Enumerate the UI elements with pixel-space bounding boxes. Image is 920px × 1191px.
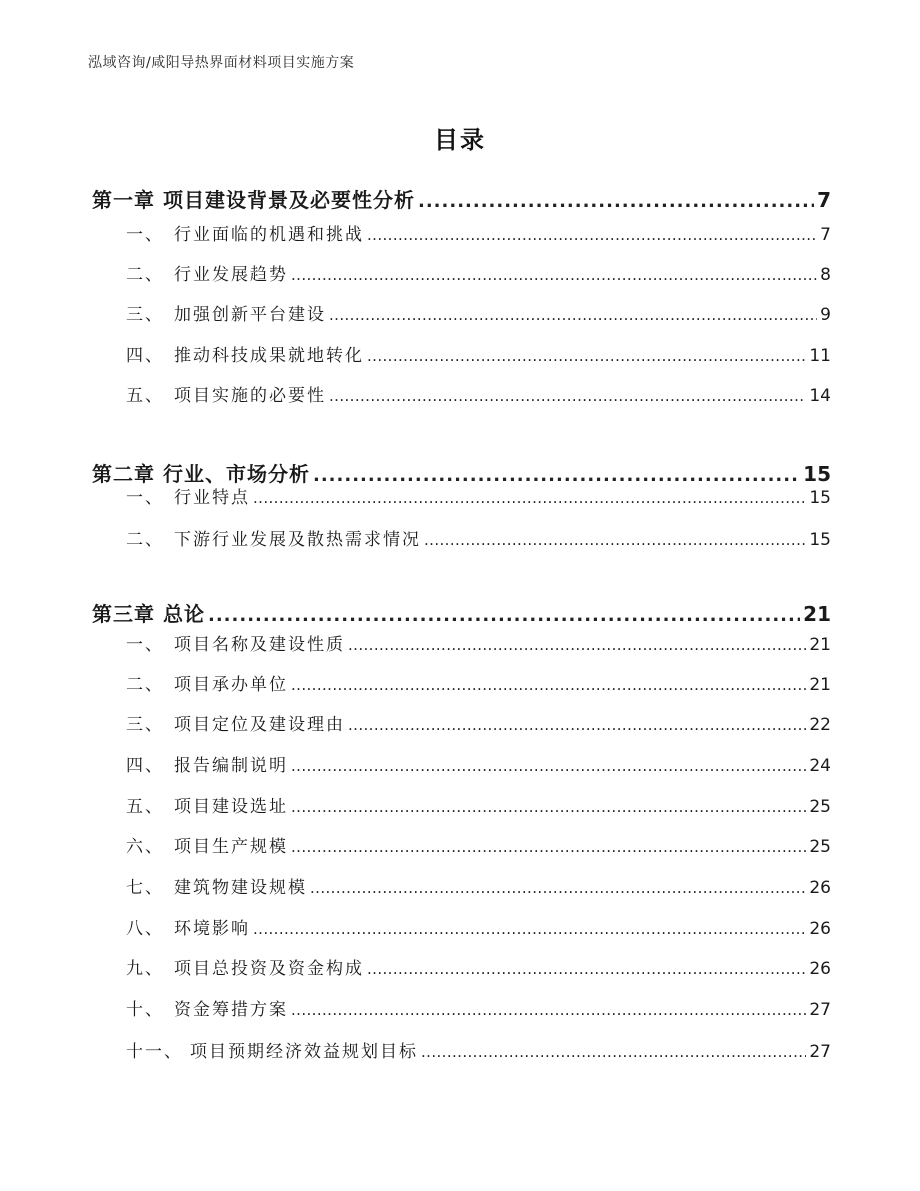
toc-page-number: 25 — [809, 837, 831, 857]
toc-section-entry[interactable] — [92, 792, 831, 817]
toc-entry-heading — [92, 630, 345, 655]
toc-page-number: 15 — [803, 462, 831, 486]
toc-section-entry[interactable] — [92, 381, 831, 406]
toc-page-number: 11 — [809, 346, 831, 366]
toc-entry-heading — [92, 873, 307, 898]
toc-page-number: 26 — [809, 959, 831, 979]
toc-page-number: 21 — [809, 635, 831, 655]
toc-section-entry[interactable] — [92, 873, 831, 898]
toc-dot-leader — [367, 226, 817, 244]
toc-entry-number: 二、 — [126, 675, 164, 695]
toc-entry-label: 行业特点 — [174, 488, 250, 508]
toc-dot-leader — [348, 716, 806, 734]
toc-entry-number: 三、 — [126, 715, 164, 735]
toc-section-entry[interactable] — [92, 670, 831, 695]
toc-dot-leader — [253, 489, 806, 507]
toc-dot-leader — [310, 879, 806, 897]
toc-entry-label: 行业面临的机遇和挑战 — [174, 225, 364, 245]
running-header: 泓域咨询/咸阳导热界面材料项目实施方案 — [88, 55, 355, 71]
toc-entry-number: 一、 — [126, 225, 164, 245]
toc-entry-label: 项目建设背景及必要性分析 — [163, 188, 415, 212]
toc-entry-label: 资金筹措方案 — [174, 1000, 288, 1020]
toc-dot-leader — [424, 531, 806, 549]
toc-section-entry[interactable] — [92, 341, 831, 366]
toc-page-number: 21 — [803, 602, 831, 626]
toc-section-entry[interactable] — [92, 300, 831, 325]
toc-section-entry[interactable] — [92, 832, 831, 857]
toc-section-entry[interactable] — [92, 1037, 831, 1062]
toc-dot-leader — [421, 1043, 806, 1061]
toc-page-number: 25 — [809, 797, 831, 817]
toc-chapter-entry[interactable] — [92, 598, 831, 627]
toc-section-entry[interactable] — [92, 751, 831, 776]
toc-dot-leader — [291, 757, 806, 775]
toc-chapter-entry[interactable] — [92, 184, 831, 213]
toc-entry-number: 第一章 — [92, 188, 155, 212]
toc-entry-number: 第二章 — [92, 462, 155, 486]
toc-dot-leader — [253, 920, 806, 938]
toc-entry-label: 项目生产规模 — [174, 837, 288, 857]
toc-entry-number: 二、 — [126, 265, 164, 285]
toc-entry-heading — [92, 792, 288, 817]
toc-page-number: 24 — [809, 756, 831, 776]
toc-page-number: 14 — [809, 386, 831, 406]
toc-dot-leader — [329, 306, 817, 324]
toc-entry-number: 第三章 — [92, 602, 155, 626]
toc-entry-number: 四、 — [126, 756, 164, 776]
toc-entry-label: 总论 — [163, 602, 205, 626]
toc-entry-number: 一、 — [126, 488, 164, 508]
toc-entry-label: 行业发展趋势 — [174, 265, 288, 285]
toc-page-number: 22 — [809, 715, 831, 735]
toc-entry-number: 十一、 — [126, 1042, 183, 1062]
toc-page-number: 15 — [809, 488, 831, 508]
toc-entry-label: 推动科技成果就地转化 — [174, 346, 364, 366]
toc-entry-label: 报告编制说明 — [174, 756, 288, 776]
toc-entry-heading — [92, 751, 288, 776]
toc-entry-label: 项目实施的必要性 — [174, 386, 326, 406]
toc-dot-leader — [291, 676, 806, 694]
toc-entry-label: 项目预期经济效益规划目标 — [190, 1042, 418, 1062]
toc-dot-leader — [367, 347, 806, 365]
toc-entry-label: 项目总投资及资金构成 — [174, 959, 364, 979]
toc-section-entry[interactable] — [92, 525, 831, 550]
toc-entry-number: 五、 — [126, 797, 164, 817]
toc-section-entry[interactable] — [92, 995, 831, 1020]
toc-section-entry[interactable] — [92, 220, 831, 245]
toc-section-entry[interactable] — [92, 630, 831, 655]
toc-page-number: 27 — [809, 1042, 831, 1062]
toc-entry-number: 三、 — [126, 305, 164, 325]
toc-section-entry[interactable] — [92, 914, 831, 939]
toc-dot-leader — [208, 605, 800, 626]
toc-entry-label: 项目承办单位 — [174, 675, 288, 695]
toc-page-number: 8 — [820, 265, 831, 285]
toc-page-number: 26 — [809, 919, 831, 939]
toc-entry-number: 四、 — [126, 346, 164, 366]
toc-section-entry[interactable] — [92, 954, 831, 979]
toc-dot-leader — [367, 960, 806, 978]
page-title: 目录 — [434, 126, 486, 154]
toc-page-number: 21 — [809, 675, 831, 695]
toc-section-entry[interactable] — [92, 260, 831, 285]
toc-entry-label: 加强创新平台建设 — [174, 305, 326, 325]
toc-entry-heading — [92, 260, 288, 285]
toc-dot-leader — [291, 266, 817, 284]
toc-entry-label: 项目名称及建设性质 — [174, 635, 345, 655]
toc-dot-leader — [291, 1001, 806, 1019]
toc-entry-number: 八、 — [126, 919, 164, 939]
toc-entry-number: 十、 — [126, 1000, 164, 1020]
toc-entry-label: 行业、市场分析 — [163, 462, 310, 486]
toc-entry-heading — [92, 710, 345, 735]
toc-page-number: 27 — [809, 1000, 831, 1020]
toc-entry-heading — [92, 381, 326, 406]
toc-dot-leader — [291, 838, 806, 856]
toc-dot-leader — [418, 191, 814, 212]
toc-entry-heading — [92, 954, 364, 979]
toc-page-number: 9 — [820, 305, 831, 325]
toc-entry-heading — [92, 341, 364, 366]
toc-entry-heading — [92, 670, 288, 695]
toc-entry-label: 下游行业发展及散热需求情况 — [174, 530, 421, 550]
toc-entry-number: 一、 — [126, 635, 164, 655]
toc-entry-heading — [92, 483, 250, 508]
toc-entry-label: 项目建设选址 — [174, 797, 288, 817]
toc-entry-label: 建筑物建设规模 — [174, 878, 307, 898]
toc-entry-heading — [92, 184, 415, 213]
toc-entry-number: 六、 — [126, 837, 164, 857]
toc-entry-heading — [92, 598, 205, 627]
toc-page-number: 7 — [820, 225, 831, 245]
toc-entry-label: 项目定位及建设理由 — [174, 715, 345, 735]
toc-dot-leader — [329, 387, 806, 405]
toc-section-entry[interactable] — [92, 483, 831, 508]
toc-entry-heading — [92, 220, 364, 245]
toc-page-number: 15 — [809, 530, 831, 550]
toc-dot-leader — [348, 636, 806, 654]
toc-entry-heading — [92, 1037, 418, 1062]
toc-page-number: 7 — [817, 188, 831, 212]
toc-dot-leader — [291, 798, 806, 816]
toc-entry-label: 环境影响 — [174, 919, 250, 939]
toc-entry-heading — [92, 525, 421, 550]
toc-entry-heading — [92, 914, 250, 939]
toc-entry-heading — [92, 300, 326, 325]
toc-entry-number: 二、 — [126, 530, 164, 550]
toc-entry-heading — [92, 995, 288, 1020]
toc-entry-heading — [92, 832, 288, 857]
toc-entry-number: 七、 — [126, 878, 164, 898]
toc-entry-number: 九、 — [126, 959, 164, 979]
toc-page-number: 26 — [809, 878, 831, 898]
toc-entry-number: 五、 — [126, 386, 164, 406]
toc-section-entry[interactable] — [92, 710, 831, 735]
